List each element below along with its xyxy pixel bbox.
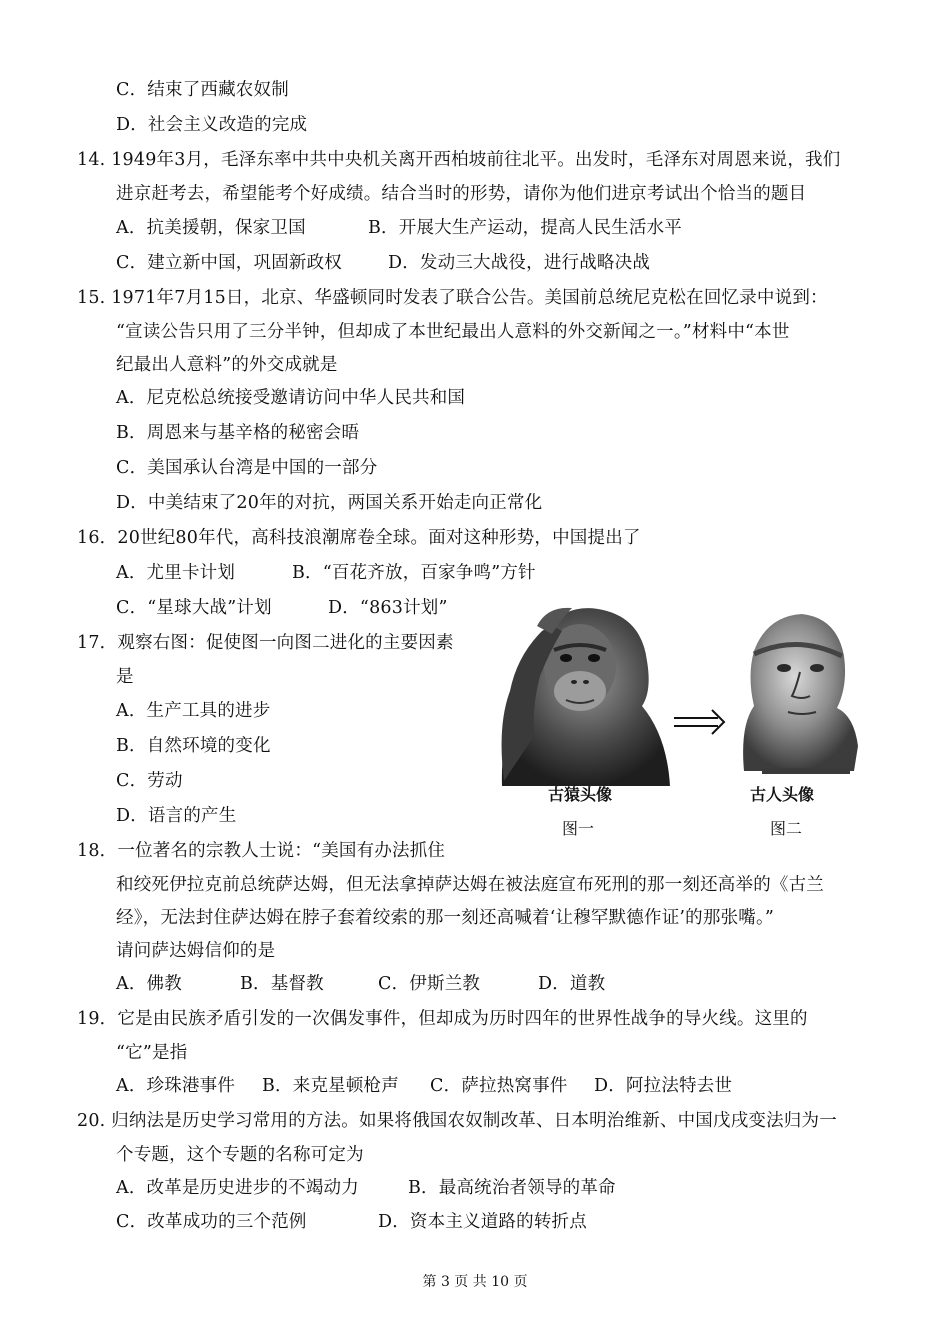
q19-stem-line2: “它”是指 [116,1043,188,1063]
q20-option-a: A．改革是历史进步的不竭动力 [116,1178,359,1198]
q15-stem-line1: 15. 1971年7月15日，北京、华盛顿同时发表了联合公告。美国前总统尼克松在回忆录中说到： [77,288,828,308]
q13-option-d: D．社会主义改造的完成 [116,115,308,135]
q14-stem-line2: 进京赶考去，希望能考个好成绩。结合当时的形势，请你为他们进京考试出个恰当的题目 [116,184,807,204]
q16-option-b: B．“百花齐放，百家争鸣”方针 [292,563,536,583]
q14-stem-line1: 14. 1949年3月，毛泽东率中共中央机关离开西柏坡前往北平。出发时，毛泽东对周恩来说，我们 [77,150,841,170]
q15-stem-line2: “宣读公告只用了三分半钟，但却成了本世纪最出人意料的外交新闻之一。”材料中“本世 [116,322,790,342]
fig2-caption: 古人头像 [750,785,815,804]
q15-option-b: B．周恩来与基辛格的秘密会晤 [116,423,360,443]
q16-option-c: C．“星球大战”计划 [116,598,272,618]
q18-stem-line1: 18．一位著名的宗教人士说：“美国有办法抓住 [77,841,446,861]
evolution-figure [492,596,862,844]
q20-stem-line2: 个专题，这个专题的名称可定为 [116,1145,364,1165]
q15-option-a: A．尼克松总统接受邀请访问中华人民共和国 [116,388,466,408]
q17-option-d: D．语言的产生 [116,806,237,826]
ancient-human-head-image [743,614,858,774]
q14-option-a: A．抗美援朝，保家卫国 [116,218,306,238]
fig2-label: 图二 [770,819,803,838]
q19-option-d: D．阿拉法特去世 [594,1076,733,1096]
q16-option-d: D．“863计划” [328,598,448,618]
q17-option-a: A．生产工具的进步 [116,701,271,721]
q14-option-b: B．开展大生产运动，提高人民生活水平 [368,218,682,238]
q16-stem: 16．20世纪80年代，高科技浪潮席卷全球。面对这种形势，中国提出了 [77,528,641,548]
q13-option-c: C．结束了西藏农奴制 [116,80,289,100]
q18-option-a: A．佛教 [116,974,182,994]
q15-stem-line3: 纪最出人意料”的外交成就是 [116,355,338,375]
q19-option-a: A．珍珠港事件 [116,1076,236,1096]
q14-option-c: C．建立新中国，巩固新政权 [116,253,342,273]
q20-stem-line1: 20. 归纳法是历史学习常用的方法。如果将俄国农奴制改革、日本明治维新、中国戊戌变法归为一 [77,1111,837,1131]
q14-option-d: D．发动三大战役，进行战略决战 [388,253,651,273]
q18-stem-line3: 经》，无法封住萨达姆在脖子套着绞索的那一刻还高喊着‘让穆罕默德作证’的那张嘴。” [116,908,775,928]
q17-option-b: B．自然环境的变化 [116,736,271,756]
double-arrow-icon [674,710,724,734]
q15-option-c: C．美国承认台湾是中国的一部分 [116,458,378,478]
q19-option-b: B．来克星顿枪声 [262,1076,399,1096]
q17-stem-line2: 是 [116,667,134,687]
fig1-label: 图一 [562,819,595,838]
q20-option-b: B．最高统治者领导的革命 [408,1178,616,1198]
q18-stem-line4: 请问萨达姆信仰的是 [116,941,276,961]
q19-stem-line1: 19．它是由民族矛盾引发的一次偶发事件，但却成为历时四年的世界性战争的导火线。这里的 [77,1009,808,1029]
q18-option-c: C．伊斯兰教 [378,974,481,994]
q19-option-c: C．萨拉热窝事件 [430,1076,568,1096]
fig1-caption: 古猿头像 [548,785,613,804]
q17-stem-line1: 17．观察右图：促使图一向图二进化的主要因素 [77,633,454,653]
q15-option-d: D．中美结束了20年的对抗，两国关系开始走向正常化 [116,493,543,513]
q18-option-d: D．道教 [538,974,606,994]
q18-option-b: B．基督教 [240,974,324,994]
q17-option-c: C．劳动 [116,771,183,791]
q20-option-d: D．资本主义道路的转折点 [378,1212,587,1232]
q18-stem-line2: 和绞死伊拉克前总统萨达姆，但无法拿掉萨达姆在被法庭宣布死刑的那一刻还高举的《古兰 [116,875,824,895]
q20-option-c: C．改革成功的三个范例 [116,1212,307,1232]
evolution-illustration [492,596,862,796]
page-footer: 第 3 页 共 10 页 [422,1274,528,1290]
ape-head-image [502,608,670,786]
q16-option-a: A．尤里卡计划 [116,563,236,583]
